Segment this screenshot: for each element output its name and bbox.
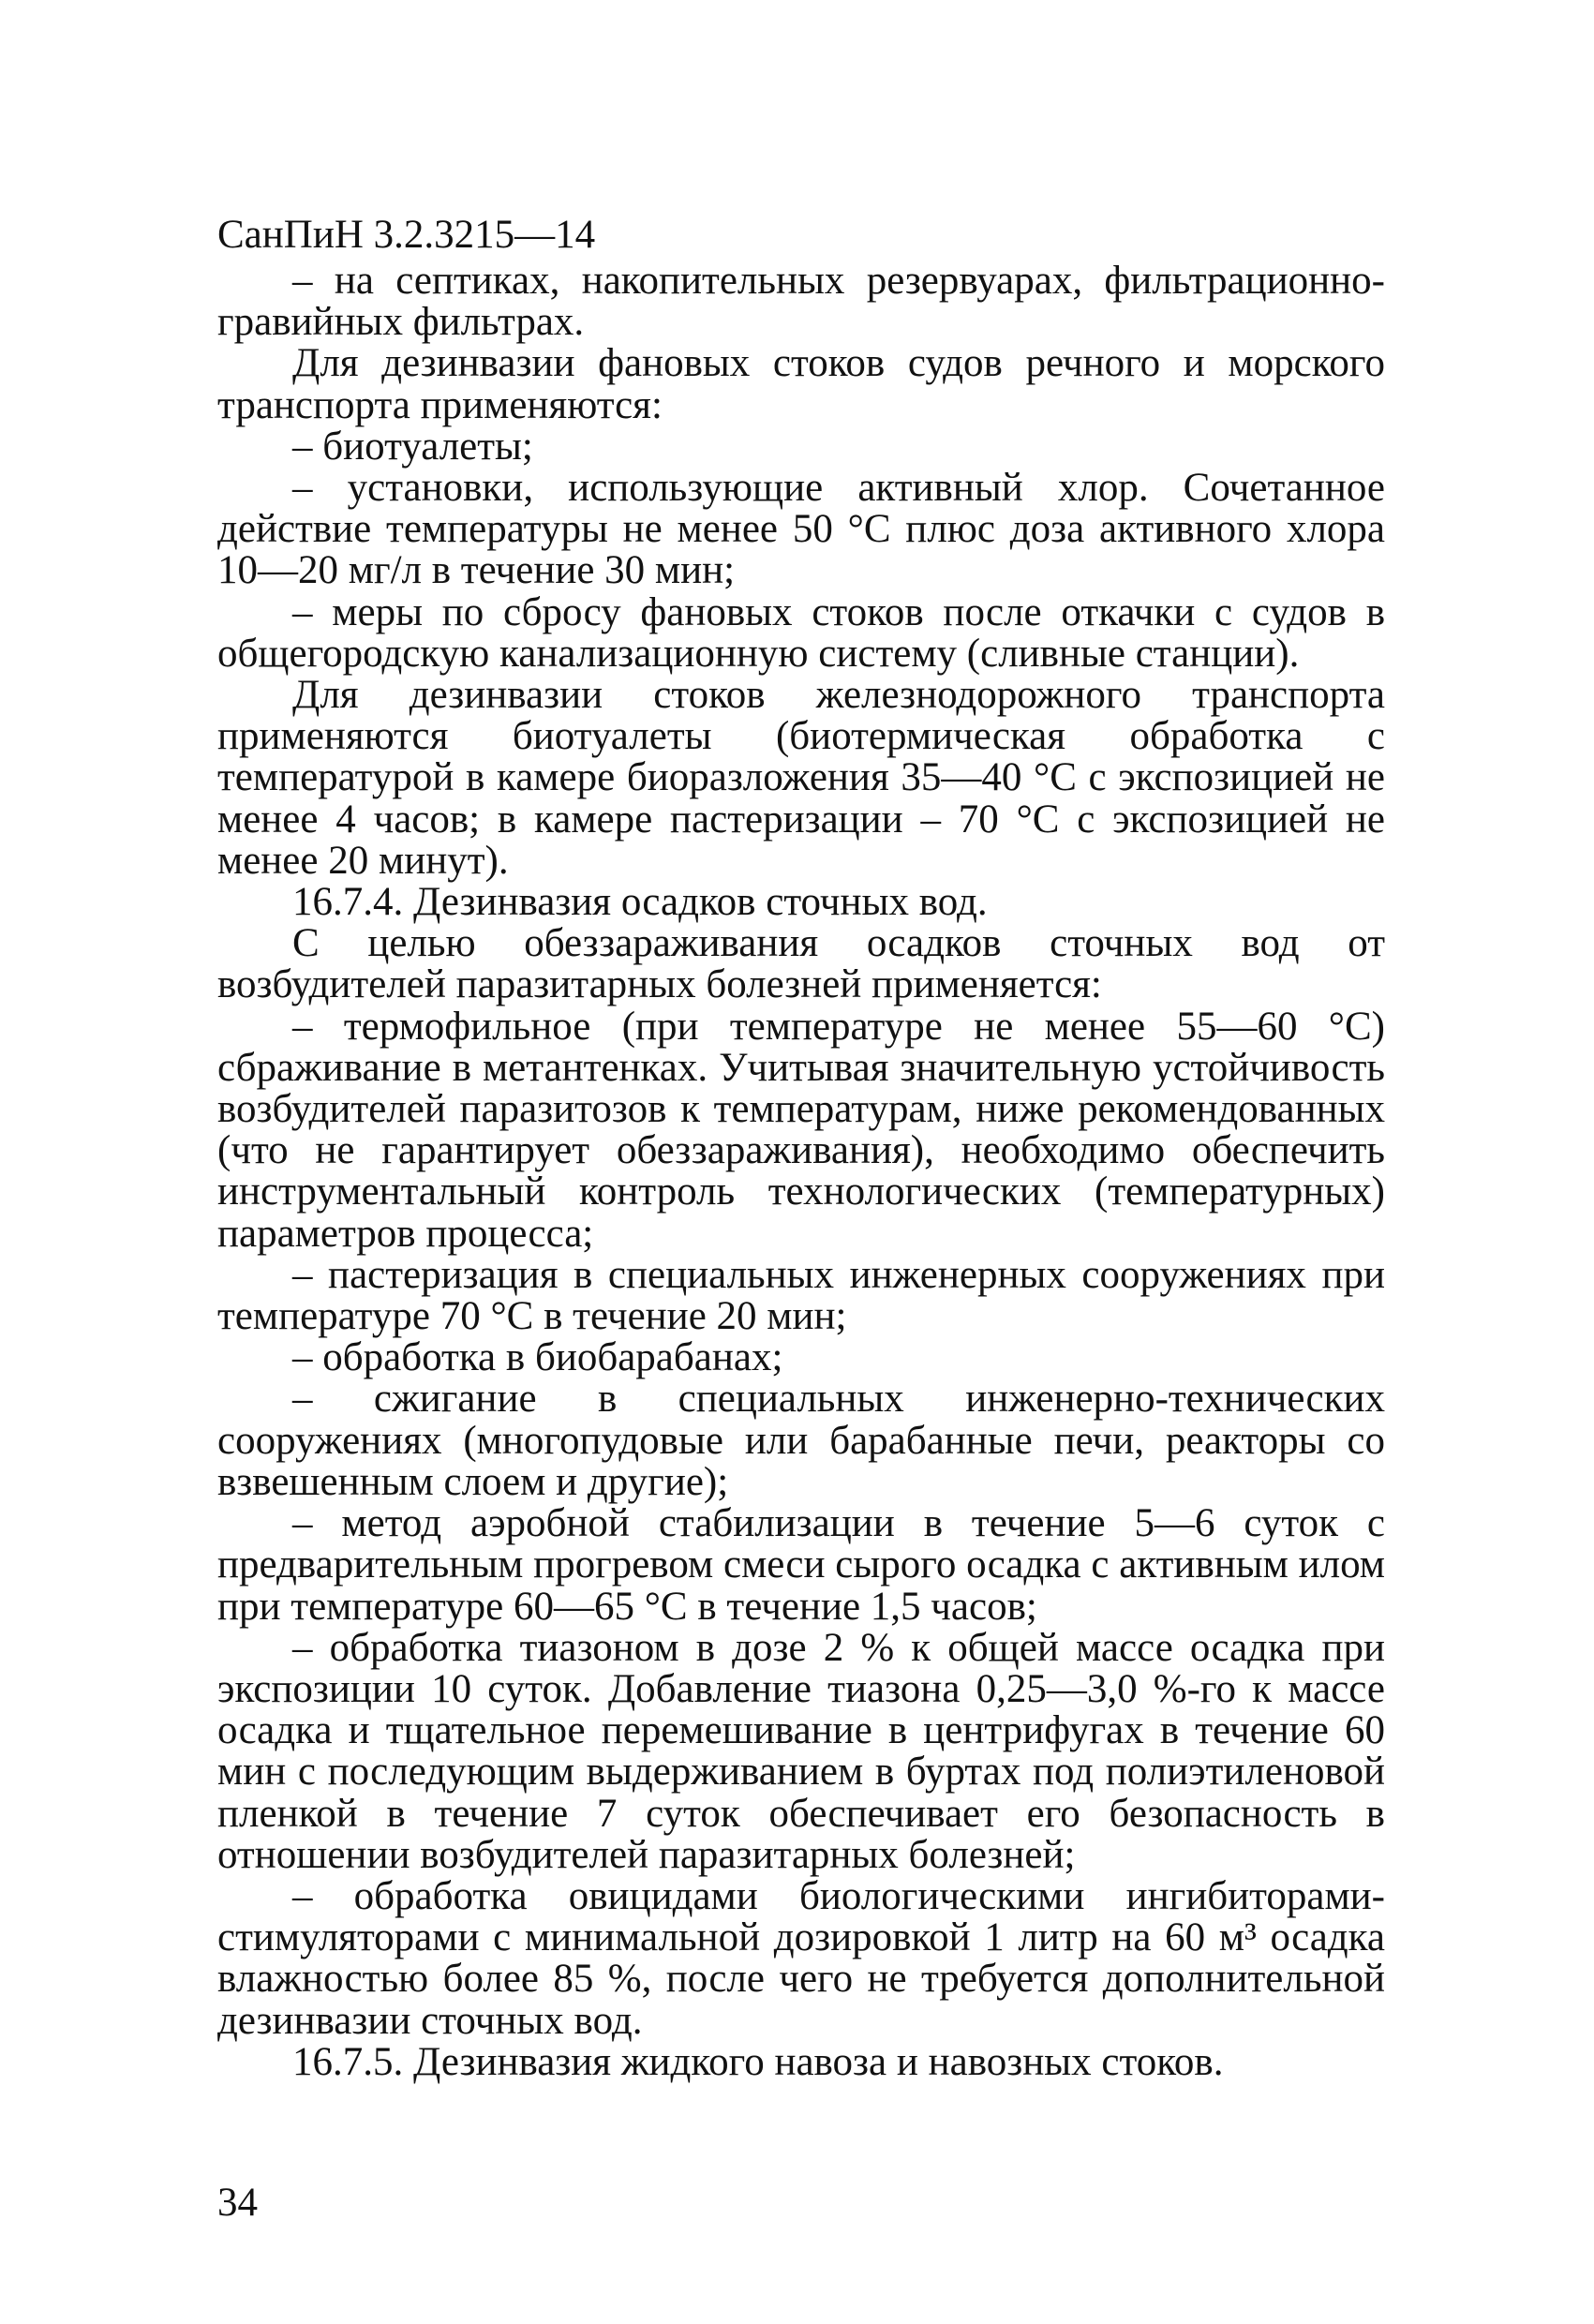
paragraph: – биотуалеты; [292,424,533,469]
paragraph: Для дезинвазии фановых стоков судов речного и морского транспорта применяются: [217,341,1385,427]
document-body [217,261,1385,2083]
paragraph: – пастеризация в специальных инженерных сооружениях при температуре 70 °С в течение 20 мин; [217,1252,1385,1339]
page-number: 34 [217,2181,258,2225]
paragraph: – сжигание в специальных инженерно-технических сооружениях (многопудовые или барабанные печи, реакторы со взвешенным слоем и другие); [217,1377,1385,1504]
paragraph: – обработка тиазоном в дозе 2 % к общей массе осадка при экспозиции 10 суток. Добавление тиазона 0,25—3,0 %-го к массе осадка и тщательное перемешивание в центрифугах в течение 60 мин с последующим выдерживанием в буртах под полиэтиленовой пленкой в течение 7 суток обеспечивает его безопасность в отношении возбудителей паразитарных болезней; [217,1625,1385,1877]
paragraph: – обработка в биобарабанах; [292,1335,783,1380]
section-heading: 16.7.4. Дезинвазия осадков сточных вод. [292,880,988,925]
paragraph: Для дезинвазии стоков железнодорожного транспорта применяются биотуалеты (биотермическая обработка с температурой в камере биоразложения 35—40 °С с экспозицией не менее 4 часов; в камере пастеризации – 70 °С с экспозицией не менее 20 минут). [217,673,1385,883]
section-heading: 16.7.5. Дезинвазия жидкого навоза и навозных стоков. [292,2039,1224,2084]
paragraph: – установки, использующие активный хлор. Сочетанное действие температуры не менее 50 °С плюс доза активного хлора 10—20 мг/л в течение 30 мин; [217,466,1385,593]
document-header: СанПиН 3.2.3215—14 [217,213,596,257]
paragraph: – метод аэробной стабилизации в течение 5—6 суток с предварительным прогревом смеси сырого осадка с активным илом при температуре 60—65 °С в течение 1,5 часов; [217,1501,1385,1629]
paragraph: – меры по сбросу фановых стоков после откачки с судов в общегородскую канализационную систему (сливные станции). [217,589,1385,676]
paragraph: – термофильное (при температуре не менее 55—60 °С) сбраживание в метантенках. Учитывая значительную устойчивость возбудителей паразитозов к температурам, ниже рекомендованных (что не гарантирует обеззараживания), необходимо обеспечить инструментальный контроль технологических (температурных) параметров процесса; [217,1004,1385,1256]
paragraph: – на септиках, накопительных резервуарах, фильтрационно-гравийных фильтрах. [217,259,1385,345]
paragraph: С целью обеззараживания осадков сточных вод от возбудителей паразитарных болезней применяется: [217,921,1385,1007]
paragraph: – обработка овицидами биологическими ингибиторами-стимуляторами с минимальной дозировкой 1 литр на 60 м³ осадка влажностью более 85 %, после чего не требуется дополнительной дезинвазии сточных вод. [217,1873,1385,2043]
